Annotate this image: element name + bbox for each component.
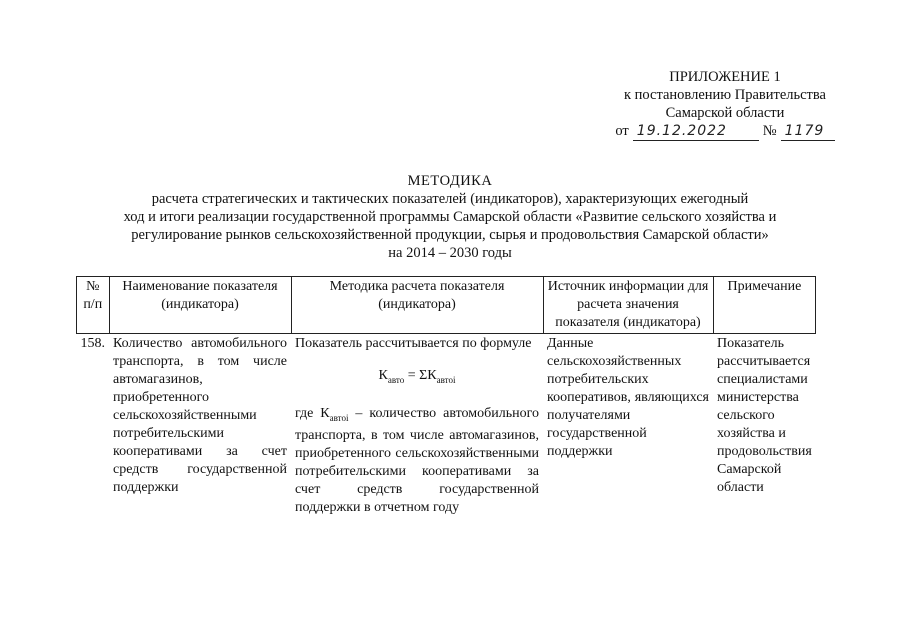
handwritten-number: 1179 [781, 122, 835, 141]
annex-block [580, 68, 870, 141]
header-name: Наименование показателя (индикатора) [109, 277, 291, 334]
row-number: 158. [80, 336, 105, 351]
table-row [77, 334, 816, 518]
annex-title: ПРИЛОЖЕНИЕ 1 [669, 69, 781, 85]
header-method: Методика расчета показателя (индикатора) [291, 277, 543, 334]
row-method [291, 334, 543, 518]
heading-line-4: на 2014 – 2030 годы [388, 245, 512, 261]
header-number: № п/п [77, 277, 110, 334]
row-indicator-name: Количество автомобильного транспорта, в том числе автомагазинов, приобретенного сельскохозяйственными потребительскими кооперативами за счет средств государственной поддержки [113, 336, 287, 495]
row-source: Данные сельскохозяйственных потребительских кооперативов, являющихся получателями государственной поддержки [547, 336, 709, 459]
heading-line-1: расчета стратегических и тактических показателей (индикаторов), характеризующих ежегодный [151, 191, 749, 207]
indicator-table [76, 276, 816, 518]
handwritten-date: 19.12.2022 [633, 122, 759, 141]
heading-title: МЕТОДИКА [407, 173, 493, 189]
method-intro: Показатель рассчитывается по формуле [295, 336, 532, 351]
header-source: Источник информации для расчета значения показателя (индикатора) [543, 277, 713, 334]
annex-line-region: Самарской области [665, 105, 785, 121]
number-label: № [762, 123, 777, 139]
from-label: от [615, 123, 629, 139]
annex-date-line [580, 122, 870, 141]
method-formula: $К_{авто} = \Sigma К_{автоi}$ [378, 368, 456, 385]
annex-line-resolution: к постановлению Правительства [624, 87, 826, 103]
heading-line-3: регулирование рынков сельскохозяйственной продукции, сырья и продовольствия Самарской области» [131, 227, 769, 243]
method-where: где $К_{автоi}$ – количество автомобильного транспорта, в том числе автомагазинов, приобретенного сельскохозяйственными потребительскими кооперативами за счет средств государственной поддержки в отчетном году [295, 405, 539, 515]
row-note: Показатель рассчитывается специалистами министерства сельского хозяйства и продовольствия Самарской области [717, 336, 812, 495]
document-heading [100, 172, 800, 262]
table-header-row [77, 277, 816, 334]
header-note: Примечание [713, 277, 816, 334]
heading-line-2: ход и итоги реализации государственной программы Самарской области «Развитие сельского хозяйства и [123, 209, 777, 225]
